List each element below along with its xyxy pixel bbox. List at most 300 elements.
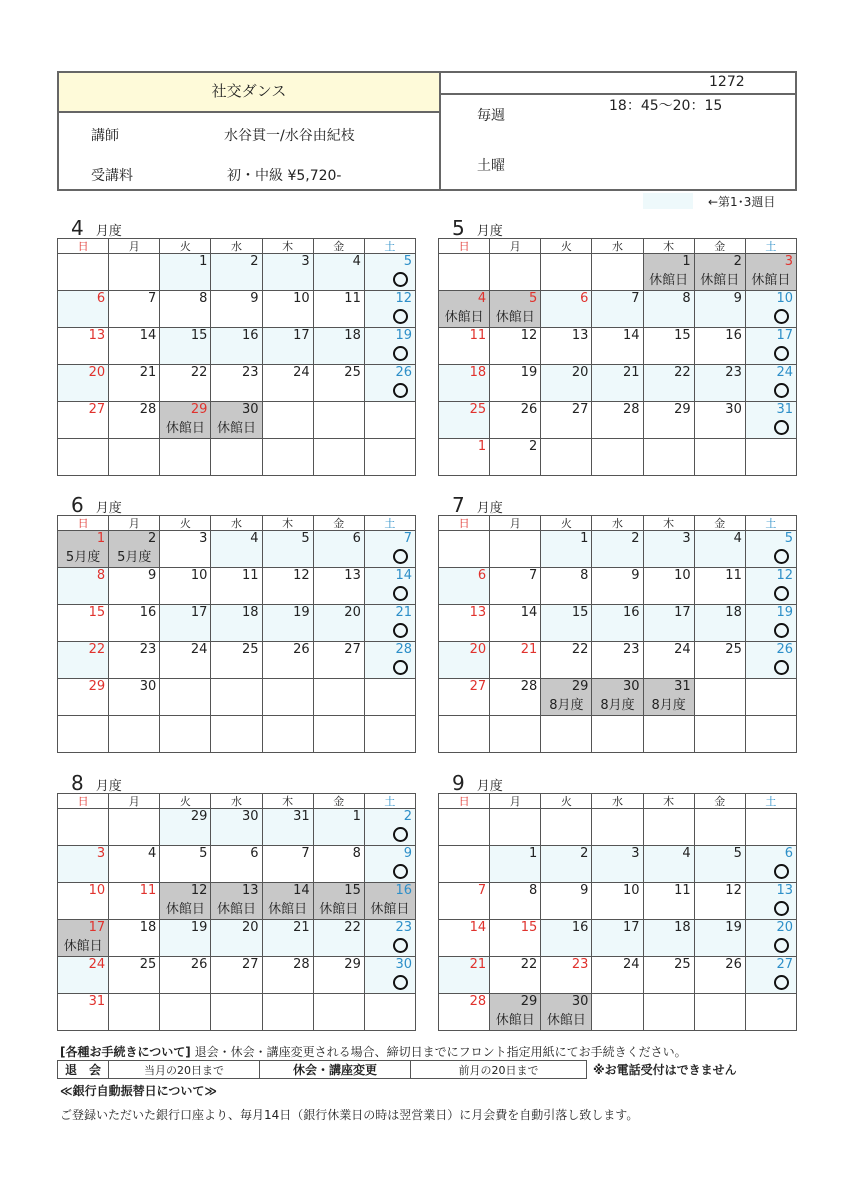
day-cell <box>490 402 541 439</box>
day-number: 16 <box>623 605 640 620</box>
day-number: 20 <box>344 605 361 620</box>
day-cell <box>109 679 160 716</box>
class-circle-icon <box>393 827 408 842</box>
withdraw-label: 退 会 <box>58 1061 109 1079</box>
day-number: 29 <box>190 402 208 417</box>
day-number: 25 <box>344 365 361 380</box>
class-circle-icon <box>393 272 408 287</box>
day-number: 24 <box>623 957 640 972</box>
day-number: 8 <box>96 568 106 583</box>
day-cell <box>490 605 541 642</box>
day-number: 26 <box>725 957 742 972</box>
weekday-header: 木 <box>643 239 694 254</box>
day-number: 7 <box>148 291 157 306</box>
day-note: 休館日 <box>216 421 256 436</box>
weekday-header: 月 <box>109 239 160 254</box>
day-number: 27 <box>344 642 361 657</box>
day-number: 15 <box>520 920 538 935</box>
fee-label: 受講料 <box>91 168 133 184</box>
weekday-header: 金 <box>313 794 364 809</box>
month-title <box>452 218 503 238</box>
day-cell <box>160 716 211 753</box>
day-number: 10 <box>88 883 106 898</box>
day-cell <box>643 291 694 328</box>
week-row <box>439 920 797 957</box>
day-cell <box>694 291 745 328</box>
week-row <box>58 254 416 291</box>
day-number: 3 <box>199 531 208 546</box>
day-number: 23 <box>139 642 157 657</box>
day-cell <box>262 809 313 846</box>
day-cell <box>694 254 745 291</box>
class-time: 18：45〜20：15 <box>609 98 723 114</box>
day-number: 23 <box>725 365 742 380</box>
weekday-header: 木 <box>643 516 694 531</box>
day-cell <box>211 642 262 679</box>
day-cell <box>109 291 160 328</box>
month-suffix: 月度 <box>95 501 122 516</box>
bank-heading: ≪銀行自動振替日について≫ <box>60 1084 217 1098</box>
class-circle-icon <box>393 660 408 675</box>
day-number: 28 <box>139 402 157 417</box>
day-number: 4 <box>250 531 259 546</box>
day-cell <box>313 254 364 291</box>
day-number: 11 <box>674 883 691 898</box>
day-note: 8月度 <box>651 698 686 713</box>
day-cell <box>364 883 415 920</box>
day-cell <box>313 883 364 920</box>
day-cell <box>58 291 109 328</box>
day-number: 19 <box>520 365 538 380</box>
day-cell <box>313 994 364 1031</box>
day-cell <box>211 254 262 291</box>
day-cell <box>313 568 364 605</box>
day-cell <box>58 439 109 476</box>
day-cell <box>313 957 364 994</box>
day-number: 21 <box>469 957 487 972</box>
day-number: 11 <box>344 291 361 306</box>
day-cell <box>745 568 796 605</box>
day-cell <box>643 568 694 605</box>
week-row <box>439 402 797 439</box>
day-number: 12 <box>520 328 538 343</box>
day-cell <box>109 328 160 365</box>
day-number: 5 <box>733 846 742 861</box>
day-number: 26 <box>395 365 412 380</box>
day-cell <box>541 328 592 365</box>
day-number: 24 <box>674 642 691 657</box>
day-cell <box>262 716 313 753</box>
procedures-text: 退会・休会・講座変更される場合、締切日までにフロント指定用紙にてお手続きください。 <box>194 1045 687 1059</box>
day-number: 14 <box>520 605 538 620</box>
weekday-header: 水 <box>211 516 262 531</box>
calendar-july <box>438 493 796 753</box>
day-cell <box>211 846 262 883</box>
weekday-header: 水 <box>592 516 643 531</box>
month-grid <box>57 515 416 753</box>
weekday-header: 月 <box>490 239 541 254</box>
day-number: 22 <box>190 365 208 380</box>
day-number: 5 <box>529 291 538 306</box>
day-number: 22 <box>88 642 106 657</box>
day-cell <box>160 365 211 402</box>
day-number: 1 <box>529 846 538 861</box>
class-circle-icon <box>774 623 789 638</box>
day-cell <box>643 994 694 1031</box>
day-number: 16 <box>725 328 742 343</box>
day-number: 30 <box>623 679 640 694</box>
day-cell <box>439 716 490 753</box>
day-cell <box>364 846 415 883</box>
day-number: 9 <box>631 568 640 583</box>
day-number: 5 <box>301 531 310 546</box>
month-suffix: 月度 <box>95 779 122 794</box>
day-number: 5 <box>403 254 412 269</box>
day-number: 2 <box>529 439 538 454</box>
day-cell <box>541 605 592 642</box>
class-circle-icon <box>774 975 789 990</box>
day-number: 18 <box>344 328 361 343</box>
day-cell <box>439 328 490 365</box>
day-cell <box>109 716 160 753</box>
week-row <box>58 846 416 883</box>
week-row <box>58 291 416 328</box>
class-circle-icon <box>774 383 789 398</box>
day-number: 12 <box>395 291 412 306</box>
day-cell <box>58 716 109 753</box>
day-number: 16 <box>139 605 157 620</box>
day-cell <box>160 402 211 439</box>
day-cell <box>592 328 643 365</box>
class-circle-icon <box>774 586 789 601</box>
day-cell <box>109 846 160 883</box>
day-cell <box>745 809 796 846</box>
class-circle-icon <box>393 383 408 398</box>
day-number: 4 <box>477 291 487 306</box>
month-suffix: 月度 <box>476 779 503 794</box>
month-grid <box>438 238 797 476</box>
day-cell <box>694 328 745 365</box>
day-cell <box>109 439 160 476</box>
day-number: 2 <box>733 254 742 269</box>
month-number: 6 <box>71 493 84 517</box>
week-row <box>58 568 416 605</box>
legend-swatch <box>643 193 693 209</box>
day-number: 10 <box>293 291 310 306</box>
day-cell <box>109 402 160 439</box>
day-cell <box>109 920 160 957</box>
day-cell <box>439 994 490 1031</box>
day-number: 6 <box>352 531 361 546</box>
day-number: 18 <box>469 365 487 380</box>
day-cell <box>364 531 415 568</box>
day-cell <box>745 642 796 679</box>
weekday-header: 水 <box>211 794 262 809</box>
day-number: 20 <box>88 365 106 380</box>
day-cell <box>592 605 643 642</box>
day-note: 5月度 <box>65 550 101 565</box>
day-number: 6 <box>250 846 259 861</box>
class-circle-icon <box>393 346 408 361</box>
weekday-header: 火 <box>541 516 592 531</box>
day-cell <box>643 809 694 846</box>
weekday-header-row <box>439 239 797 254</box>
day-number: 28 <box>395 642 412 657</box>
day-number: 21 <box>139 365 157 380</box>
weekday-header: 火 <box>160 516 211 531</box>
day-cell <box>109 809 160 846</box>
week-row <box>58 402 416 439</box>
day-cell <box>541 846 592 883</box>
day-cell <box>541 809 592 846</box>
day-number: 12 <box>293 568 310 583</box>
day-cell <box>439 402 490 439</box>
day-cell <box>313 642 364 679</box>
day-cell <box>313 439 364 476</box>
day-cell <box>58 920 109 957</box>
day-number: 29 <box>520 994 538 1009</box>
calendar-june <box>57 493 415 753</box>
day-number: 27 <box>469 679 487 694</box>
day-cell <box>262 402 313 439</box>
day-number: 30 <box>139 679 157 694</box>
day-number: 8 <box>529 883 538 898</box>
fee-value: 初・中級 ¥5,720- <box>227 168 342 184</box>
day-number: 5 <box>784 531 793 546</box>
day-number: 16 <box>242 328 259 343</box>
day-cell <box>541 994 592 1031</box>
weekday-header: 木 <box>262 516 313 531</box>
day-cell <box>541 402 592 439</box>
day-cell <box>490 920 541 957</box>
day-number: 7 <box>631 291 640 306</box>
day-cell <box>592 809 643 846</box>
day-cell <box>439 531 490 568</box>
day-note: 休館日 <box>370 902 410 917</box>
day-number: 17 <box>674 605 691 620</box>
day-cell <box>643 642 694 679</box>
day-number: 19 <box>190 920 208 935</box>
day-cell <box>490 994 541 1031</box>
day-cell <box>490 846 541 883</box>
day-cell <box>643 531 694 568</box>
weekday-header: 火 <box>160 794 211 809</box>
class-circle-icon <box>393 975 408 990</box>
day-number: 20 <box>469 642 487 657</box>
day-cell <box>109 883 160 920</box>
day-number: 27 <box>88 402 106 417</box>
day-cell <box>58 402 109 439</box>
month-number: 9 <box>452 771 465 795</box>
day-number: 8 <box>682 291 691 306</box>
day-number: 28 <box>293 957 310 972</box>
day-note: 休館日 <box>700 273 740 288</box>
day-cell <box>694 642 745 679</box>
day-number: 2 <box>403 809 412 824</box>
week-row <box>58 716 416 753</box>
day-number: 2 <box>580 846 589 861</box>
day-cell <box>745 883 796 920</box>
day-cell <box>364 402 415 439</box>
weekday-header: 土 <box>364 516 415 531</box>
day-cell <box>58 809 109 846</box>
day-number: 25 <box>469 402 487 417</box>
day-number: 31 <box>293 809 310 824</box>
day-cell <box>439 291 490 328</box>
day-cell <box>694 846 745 883</box>
day-note: 休館日 <box>495 310 535 325</box>
weekday-header: 日 <box>439 794 490 809</box>
week-row <box>439 328 797 365</box>
day-number: 11 <box>139 883 157 898</box>
day-number: 22 <box>571 642 589 657</box>
frequency: 毎週 <box>477 108 505 124</box>
day-number: 8 <box>199 291 208 306</box>
day-number: 17 <box>623 920 640 935</box>
weekday-header: 木 <box>262 794 313 809</box>
class-circle-icon <box>393 623 408 638</box>
day-cell <box>490 365 541 402</box>
day-cell <box>109 254 160 291</box>
day-cell <box>364 920 415 957</box>
calendar-may <box>438 216 796 476</box>
day-number: 13 <box>469 605 487 620</box>
weekday-header: 金 <box>313 516 364 531</box>
day-cell <box>160 254 211 291</box>
day-number: 20 <box>776 920 793 935</box>
day-number: 18 <box>674 920 691 935</box>
day-note: 休館日 <box>268 902 308 917</box>
day-cell <box>643 439 694 476</box>
day-number: 19 <box>776 605 793 620</box>
day-number: 6 <box>784 846 793 861</box>
day-cell <box>211 957 262 994</box>
day-note: 休館日 <box>216 902 256 917</box>
day-cell <box>490 883 541 920</box>
day-cell <box>490 531 541 568</box>
day-number: 27 <box>242 957 259 972</box>
week-row <box>439 365 797 402</box>
class-circle-icon <box>774 938 789 953</box>
suspend-label: 休会・講座変更 <box>260 1061 411 1079</box>
week-row <box>58 642 416 679</box>
day-number: 4 <box>733 531 742 546</box>
day-cell <box>211 920 262 957</box>
day-cell <box>694 679 745 716</box>
day-cell <box>313 920 364 957</box>
class-circle-icon <box>393 938 408 953</box>
day-number: 10 <box>776 291 793 306</box>
day-cell <box>490 254 541 291</box>
day-number: 26 <box>520 402 538 417</box>
day-note: 休館日 <box>546 1013 586 1028</box>
day-cell <box>541 957 592 994</box>
day-cell <box>109 365 160 402</box>
day-cell <box>262 365 313 402</box>
day-cell <box>211 531 262 568</box>
day-cell <box>313 531 364 568</box>
day-number: 30 <box>395 957 412 972</box>
day-number: 17 <box>293 328 310 343</box>
day-cell <box>160 679 211 716</box>
day-cell <box>541 679 592 716</box>
day-cell <box>745 439 796 476</box>
weekday-header: 土 <box>364 239 415 254</box>
day-number: 24 <box>293 365 310 380</box>
weekday-header: 火 <box>541 794 592 809</box>
day-cell <box>313 679 364 716</box>
day-number: 11 <box>469 328 487 343</box>
day-note: 休館日 <box>319 902 359 917</box>
day-cell <box>541 716 592 753</box>
day-number: 21 <box>520 642 538 657</box>
month-grid <box>438 793 797 1031</box>
weekday-header: 木 <box>262 239 313 254</box>
day-number: 18 <box>139 920 157 935</box>
day-cell <box>211 883 262 920</box>
day-number: 1 <box>199 254 208 269</box>
procedures-table <box>57 1060 737 1079</box>
week-row <box>439 531 797 568</box>
day-note: 休館日 <box>165 421 205 436</box>
day-number: 20 <box>242 920 259 935</box>
weekday-header: 日 <box>58 239 109 254</box>
day-cell <box>490 679 541 716</box>
day-number: 29 <box>674 402 691 417</box>
procedures-heading: [各種お手続きについて] <box>60 1045 191 1059</box>
day-number: 29 <box>344 957 361 972</box>
day-cell <box>313 291 364 328</box>
day-cell <box>262 605 313 642</box>
week-row <box>58 994 416 1031</box>
day-number: 9 <box>580 883 589 898</box>
weekday-header: 土 <box>745 516 796 531</box>
day-number: 23 <box>395 920 412 935</box>
day-cell <box>490 642 541 679</box>
day-cell <box>313 846 364 883</box>
day-cell <box>694 365 745 402</box>
day-number: 22 <box>344 920 361 935</box>
day-cell <box>745 679 796 716</box>
day-number: 30 <box>242 402 259 417</box>
month-title <box>71 773 122 793</box>
week-row <box>58 883 416 920</box>
day-number: 30 <box>571 994 589 1009</box>
day-number: 14 <box>623 328 640 343</box>
day-note: 休館日 <box>495 1013 535 1028</box>
day-number: 6 <box>580 291 589 306</box>
day-cell <box>262 994 313 1031</box>
day-cell <box>364 254 415 291</box>
class-circle-icon <box>393 549 408 564</box>
day-number: 4 <box>682 846 691 861</box>
day-number: 15 <box>344 883 361 898</box>
day-number: 17 <box>776 328 793 343</box>
day-cell <box>262 328 313 365</box>
month-suffix: 月度 <box>476 501 503 516</box>
day-cell <box>643 605 694 642</box>
day-number: 3 <box>682 531 691 546</box>
day-cell <box>694 439 745 476</box>
day-cell <box>439 883 490 920</box>
day-number: 28 <box>623 402 640 417</box>
calendar-august <box>57 771 415 1031</box>
day-number: 14 <box>139 328 157 343</box>
week-row <box>58 439 416 476</box>
day-number: 21 <box>293 920 310 935</box>
day-number: 16 <box>571 920 589 935</box>
weekday-header: 日 <box>439 239 490 254</box>
